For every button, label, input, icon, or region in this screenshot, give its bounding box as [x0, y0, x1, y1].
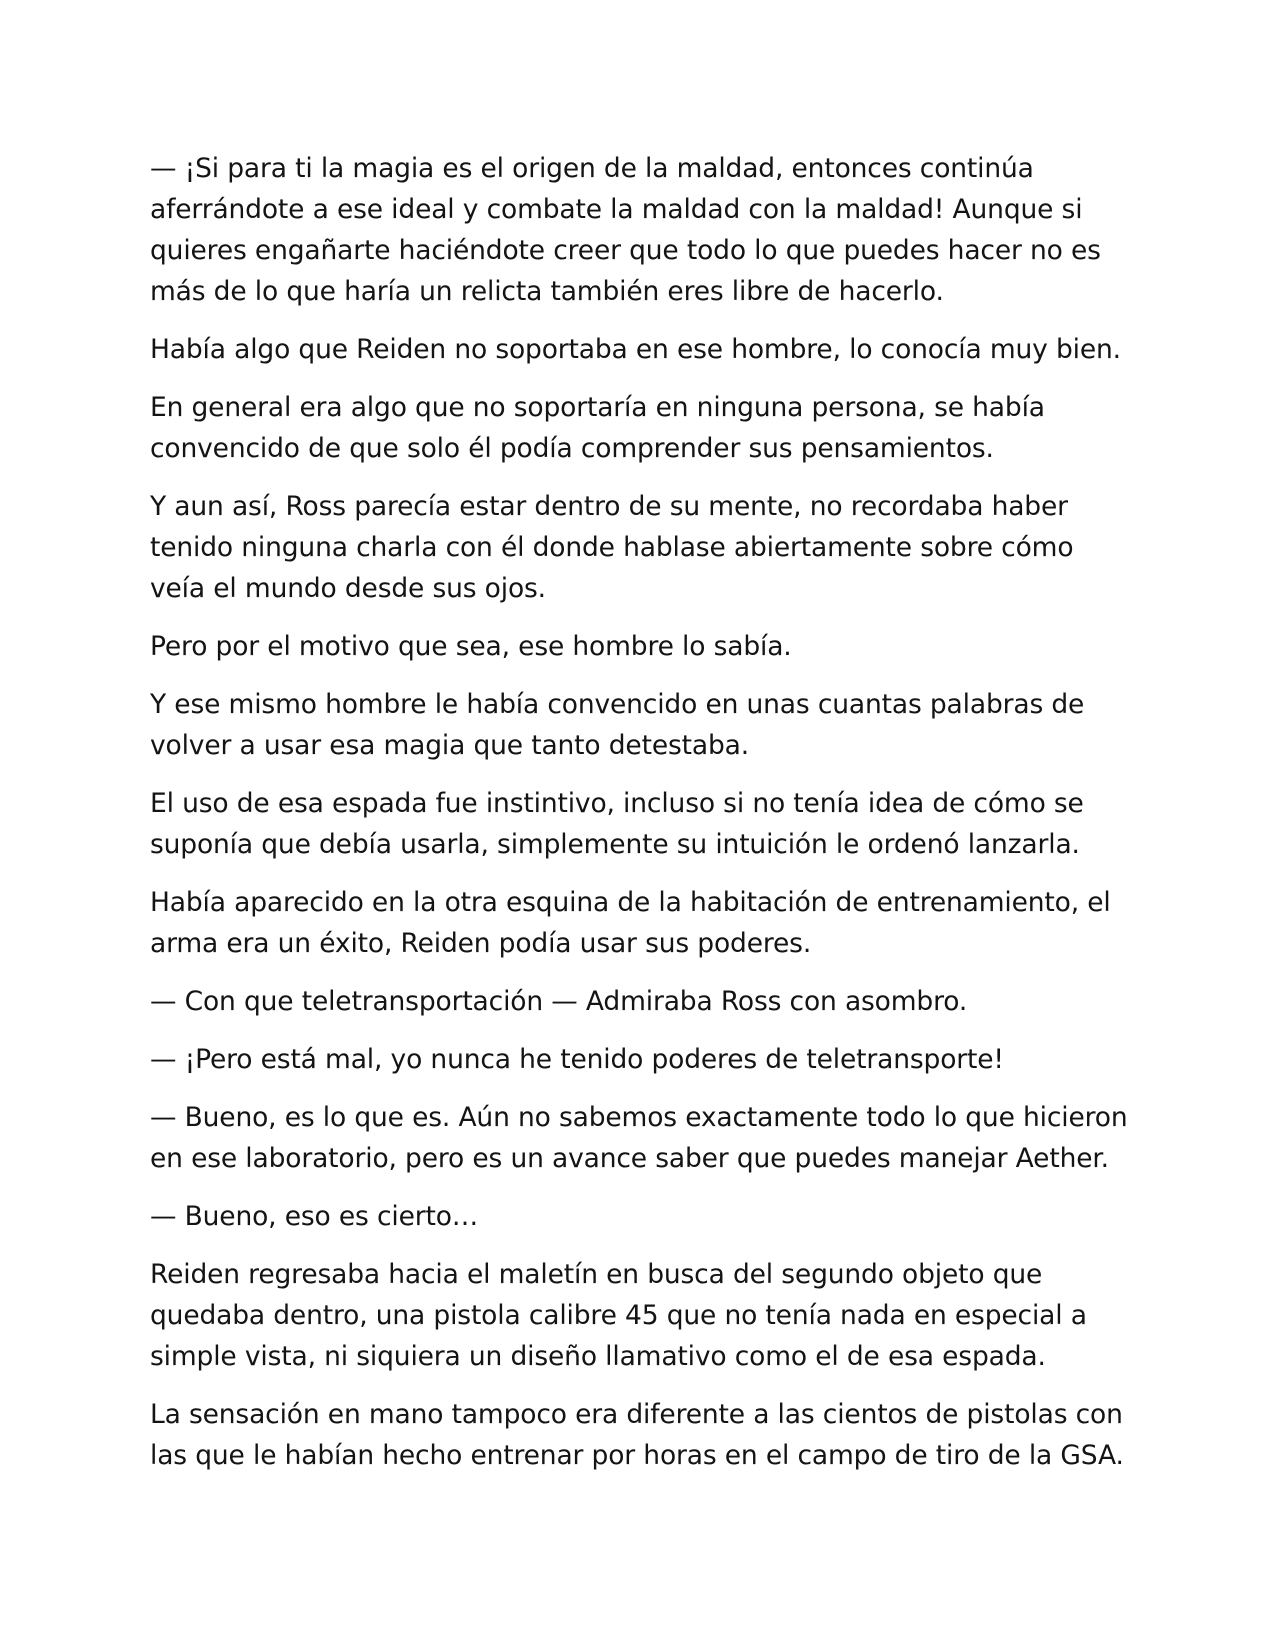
paragraph-13: Reiden regresaba hacia el maletín en busca del segundo objeto que quedaba dentro, una pistola calibre 45 que no tenía nada en especial a simple vista, ni siquiera un diseño llamativo como el de esa espada.: [150, 1259, 1087, 1372]
paragraph-8: Había aparecido en la otra esquina de la habitación de entrenamiento, el arma era un éxito, Reiden podía usar sus poderes.: [150, 887, 1111, 959]
paragraph-3: En general era algo que no soportaría en ninguna persona, se había convencido de que solo él podía comprender sus pensamientos.: [150, 392, 1045, 464]
paragraph-5: Pero por el motivo que sea, ese hombre lo sabía.: [150, 631, 792, 662]
paragraph-7: El uso de esa espada fue instintivo, incluso si no tenía idea de cómo se suponía que debía usarla, simplemente su intuición le ordenó lanzarla.: [150, 788, 1084, 860]
paragraph-1: — ¡Si para ti la magia es el origen de la maldad, entonces continúa aferrándote a ese ideal y combate la maldad con la maldad! Aunque si quieres engañarte haciéndote creer que todo lo que puedes hacer no es más de lo que haría un relicta también eres libre de hacerlo.: [150, 153, 1101, 307]
body-text: [150, 148, 1135, 1493]
paragraph-12: — Bueno, eso es cierto…: [150, 1201, 479, 1232]
paragraph-9: — Con que teletransportación — Admiraba Ross con asombro.: [150, 986, 968, 1017]
paragraph-2: Había algo que Reiden no soportaba en ese hombre, lo conocía muy bien.: [150, 334, 1121, 365]
paragraph-10: — ¡Pero está mal, yo nunca he tenido poderes de teletransporte!: [150, 1044, 1004, 1075]
paragraph-14: La sensación en mano tampoco era diferente a las cientos de pistolas con las que le habían hecho entrenar por horas en el campo de tiro de la GSA.: [150, 1399, 1124, 1471]
paragraph-6: Y ese mismo hombre le había convencido en unas cuantas palabras de volver a usar esa magia que tanto detestaba.: [150, 689, 1085, 761]
paragraph-4: Y aun así, Ross parecía estar dentro de su mente, no recordaba haber tenido ninguna charla con él donde hablase abiertamente sobre cómo veía el mundo desde sus ojos.: [150, 491, 1074, 604]
paragraph-11: — Bueno, es lo que es. Aún no sabemos exactamente todo lo que hicieron en ese laboratorio, pero es un avance saber que puedes manejar Aether.: [150, 1102, 1128, 1174]
